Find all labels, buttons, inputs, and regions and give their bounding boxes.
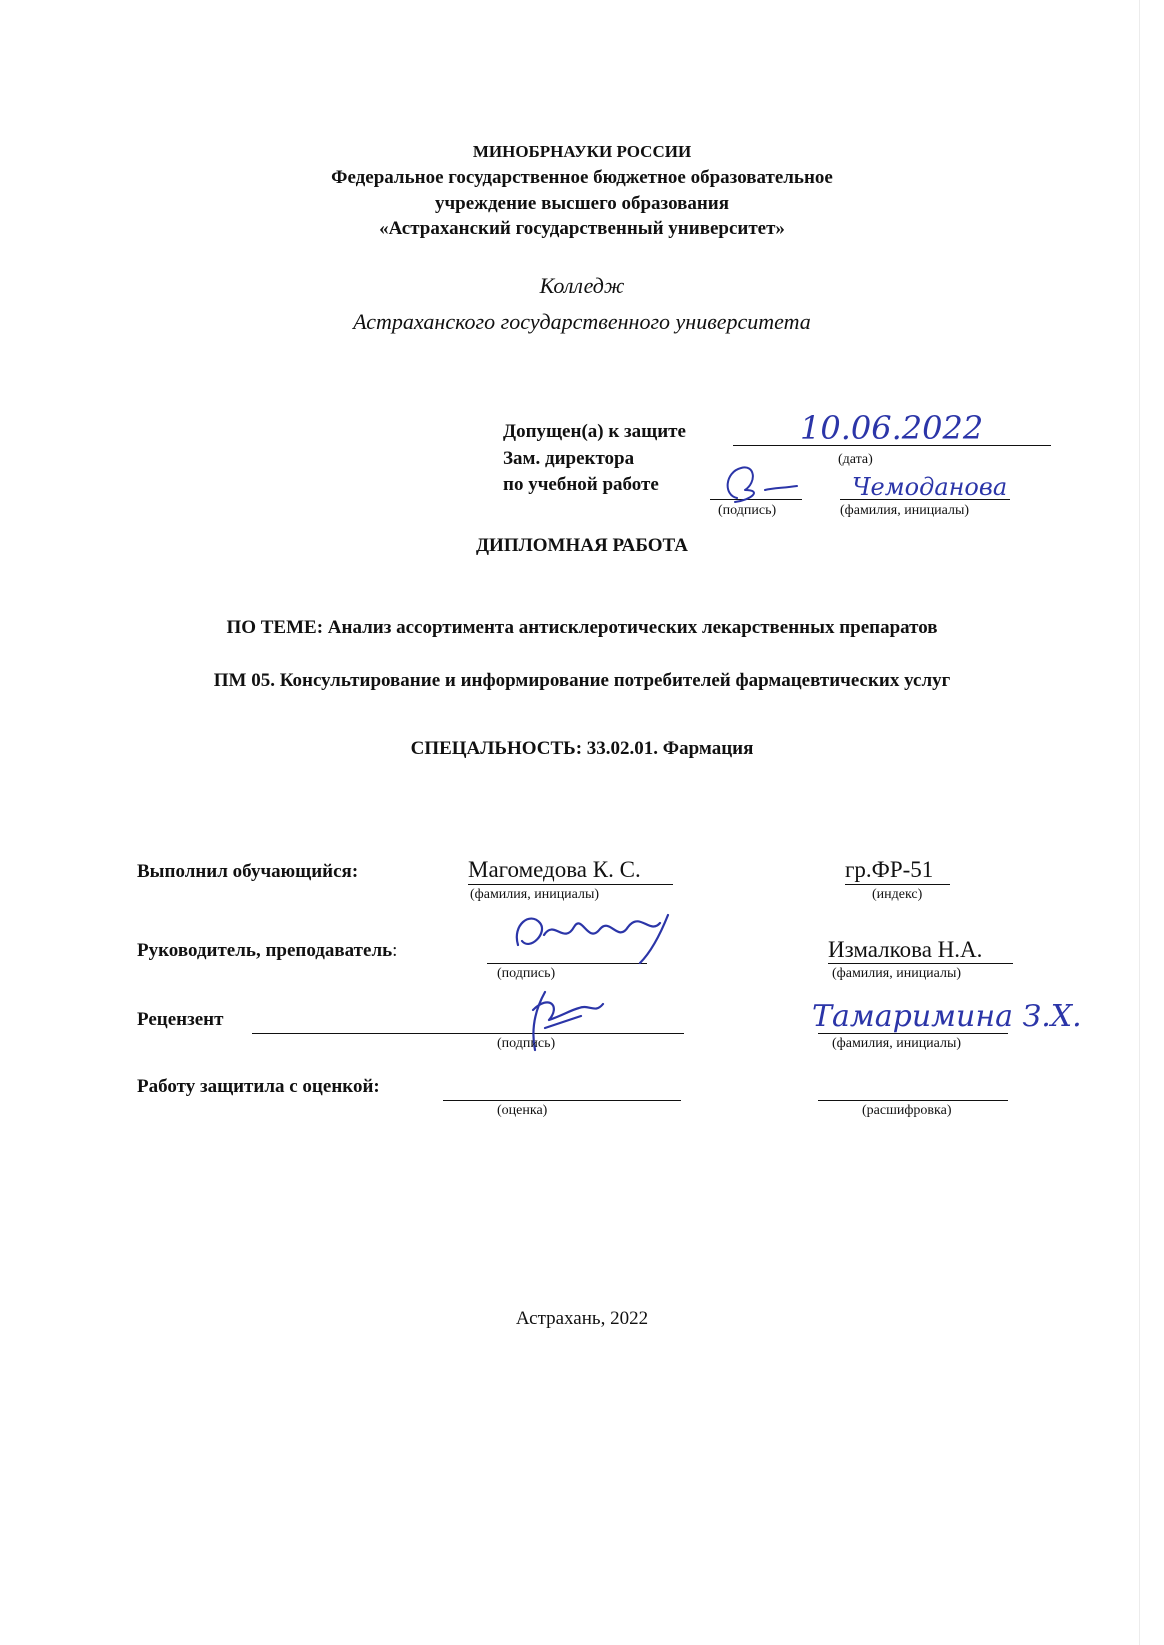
institution-line-1: Федеральное государственное бюджетное образовательное bbox=[331, 167, 833, 188]
grade-line bbox=[443, 1100, 681, 1101]
grade-caption: (оценка) bbox=[497, 1103, 548, 1118]
student-group-caption: (индекс) bbox=[872, 887, 923, 902]
student-group-line bbox=[845, 884, 950, 885]
reviewer-name-handwriting bbox=[812, 990, 1122, 1040]
svg-text:10.06.2022: 10.06.2022 bbox=[800, 409, 984, 447]
grade-decode-line bbox=[818, 1100, 1008, 1101]
supervisor-label-colon: : bbox=[392, 940, 398, 961]
city-year: Астрахань, 2022 bbox=[515, 1308, 649, 1329]
supervisor-label-text: Руководитель, преподаватель bbox=[137, 940, 393, 961]
supervisor-signature bbox=[500, 905, 700, 975]
student-name-caption: (фамилия, инициалы) bbox=[470, 887, 600, 902]
student-name: Магомедова К. С. bbox=[468, 857, 641, 882]
supervisor-name-caption: (фамилия, инициалы) bbox=[832, 966, 962, 981]
college-line-1: Колледж bbox=[539, 273, 625, 298]
date-handwriting bbox=[800, 405, 1050, 450]
grade-label: Работу защитила с оценкой: bbox=[137, 1076, 380, 1097]
student-name-line bbox=[468, 884, 673, 885]
approval-name-handwriting bbox=[840, 463, 1080, 508]
specialty-line: СПЕЦАЛЬНОСТЬ: 33.02.01. Фармация bbox=[410, 738, 754, 759]
grade-decode-caption: (расшифровка) bbox=[862, 1103, 952, 1118]
supervisor-name: Измалкова Н.А. bbox=[828, 937, 983, 962]
date-caption: (дата) bbox=[838, 452, 873, 467]
page-edge bbox=[1139, 0, 1140, 1645]
deputy-label: Зам. директора bbox=[503, 448, 635, 469]
svg-text:Тамаримина З.Х.: Тамаримина З.Х. bbox=[812, 999, 1082, 1034]
student-label: Выполнил обучающийся: bbox=[137, 861, 359, 882]
approval-signature-caption: (подпись) bbox=[718, 503, 777, 518]
college-line-2: Астраханского государственного университета bbox=[353, 309, 811, 334]
reviewer-signature-caption: (подпись) bbox=[497, 1036, 556, 1051]
module-line: ПМ 05. Консультирование и информирование потребителей фармацевтических услуг bbox=[213, 670, 951, 691]
reviewer-label: Рецензент bbox=[137, 1009, 224, 1030]
document-title: ДИПЛОМНАЯ РАБОТА bbox=[475, 535, 689, 556]
supervisor-signature-caption: (подпись) bbox=[497, 966, 556, 981]
study-work-label: по учебной работе bbox=[503, 474, 659, 495]
topic-line: ПО ТЕМЕ: Анализ ассортимента антисклеротических лекарственных препаратов bbox=[226, 617, 938, 638]
supervisor-label bbox=[137, 940, 397, 962]
institution-line-2: учреждение высшего образования bbox=[434, 193, 730, 214]
student-group: гр.ФР-51 bbox=[845, 857, 934, 882]
approval-name-caption: (фамилия, инициалы) bbox=[840, 503, 970, 518]
university-name: «Астраханский государственный университет» bbox=[379, 218, 785, 239]
ministry-heading: МИНОБРНАУКИ РОССИИ bbox=[472, 142, 692, 161]
admitted-label: Допущен(а) к защите bbox=[503, 421, 686, 442]
reviewer-name-caption: (фамилия, инициалы) bbox=[832, 1036, 962, 1051]
svg-text:Чемоданова: Чемоданова bbox=[852, 473, 1008, 501]
supervisor-name-line bbox=[828, 963, 1013, 964]
